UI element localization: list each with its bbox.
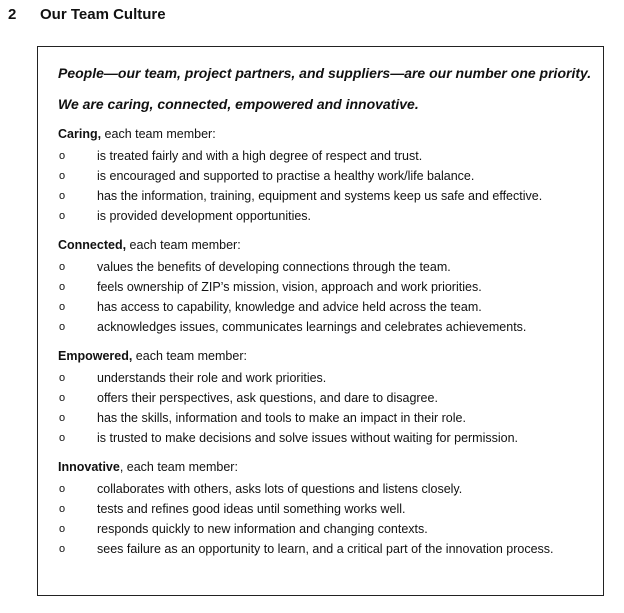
item-text: feels ownership of ZIP’s mission, vision, approach and work priorities. <box>97 280 482 294</box>
item-text: responds quickly to new information and changing contexts. <box>97 522 428 536</box>
lead-text: each team member: <box>101 127 216 141</box>
list-item <box>58 297 603 317</box>
value-term: Empowered, <box>58 349 133 363</box>
list-item <box>58 277 603 297</box>
circle-bullet-icon: o <box>59 432 66 444</box>
value-sections <box>58 126 603 559</box>
circle-bullet-icon: o <box>59 170 66 182</box>
lead-text: each team member: <box>126 238 241 252</box>
circle-bullet-icon: o <box>59 321 66 333</box>
section-lead <box>58 459 603 476</box>
list-item <box>58 368 603 388</box>
circle-bullet-icon: o <box>59 392 66 404</box>
section-lead <box>58 237 603 254</box>
list-item <box>58 146 603 166</box>
item-list <box>58 368 603 448</box>
circle-bullet-icon: o <box>59 372 66 384</box>
circle-bullet-icon: o <box>59 150 66 162</box>
list-item <box>58 479 603 499</box>
item-text: has the information, training, equipment and systems keep us safe and effective. <box>97 189 543 203</box>
item-text: sees failure as an opportunity to learn, and a critical part of the innovation process. <box>97 542 554 556</box>
section-number: 2 <box>8 6 17 23</box>
circle-bullet-icon: o <box>59 301 66 313</box>
circle-bullet-icon: o <box>59 412 66 424</box>
circle-bullet-icon: o <box>59 281 66 293</box>
list-item <box>58 519 603 539</box>
circle-bullet-icon: o <box>59 543 66 555</box>
value-term: Caring, <box>58 127 102 141</box>
item-list <box>58 479 603 559</box>
value-section-connected <box>58 237 603 337</box>
item-list <box>58 146 603 226</box>
list-item <box>58 388 603 408</box>
list-item <box>58 428 603 448</box>
section-lead <box>58 126 603 143</box>
value-section-caring <box>58 126 603 226</box>
section-heading <box>8 6 166 23</box>
item-list <box>58 257 603 337</box>
item-text: understands their role and work priorities. <box>97 371 327 385</box>
item-text: is trusted to make decisions and solve issues without waiting for permission. <box>97 431 519 445</box>
value-term: Connected, <box>58 238 127 252</box>
value-section-innovative <box>58 459 603 559</box>
list-item <box>58 317 603 337</box>
value-term: Innovative <box>58 460 120 474</box>
list-item <box>58 408 603 428</box>
circle-bullet-icon: o <box>59 261 66 273</box>
lead-text: , each team member: <box>119 460 238 474</box>
list-item <box>58 539 603 559</box>
section-title: Our Team Culture <box>40 6 166 23</box>
circle-bullet-icon: o <box>59 523 66 535</box>
item-text: offers their perspectives, ask questions, and dare to disagree. <box>97 391 438 405</box>
list-item <box>58 257 603 277</box>
item-text: collaborates with others, asks lots of questions and listens closely. <box>97 482 463 496</box>
circle-bullet-icon: o <box>59 483 66 495</box>
list-item <box>58 499 603 519</box>
lead-text: each team member: <box>132 349 247 363</box>
circle-bullet-icon: o <box>59 210 66 222</box>
item-text: has the skills, information and tools to make an impact in their role. <box>97 411 466 425</box>
item-text: values the benefits of developing connections through the team. <box>97 260 451 274</box>
item-text: is encouraged and supported to practise a healthy work/life balance. <box>97 169 475 183</box>
list-item <box>58 166 603 186</box>
item-text: acknowledges issues, communicates learnings and celebrates achievements. <box>97 320 527 334</box>
value-section-empowered <box>58 348 603 448</box>
list-item <box>58 186 603 206</box>
circle-bullet-icon: o <box>59 503 66 515</box>
intro-values: We are caring, connected, empowered and innovative. <box>58 96 419 112</box>
list-item <box>58 206 603 226</box>
item-text: is treated fairly and with a high degree of respect and trust. <box>97 149 423 163</box>
circle-bullet-icon: o <box>59 190 66 202</box>
culture-box <box>37 46 604 596</box>
intro-priority: People—our team, project partners, and suppliers—are our number one priority. <box>58 65 592 81</box>
item-text: is provided development opportunities. <box>97 209 312 223</box>
item-text: tests and refines good ideas until something works well. <box>97 502 406 516</box>
section-lead <box>58 348 603 365</box>
item-text: has access to capability, knowledge and advice held across the team. <box>97 300 482 314</box>
